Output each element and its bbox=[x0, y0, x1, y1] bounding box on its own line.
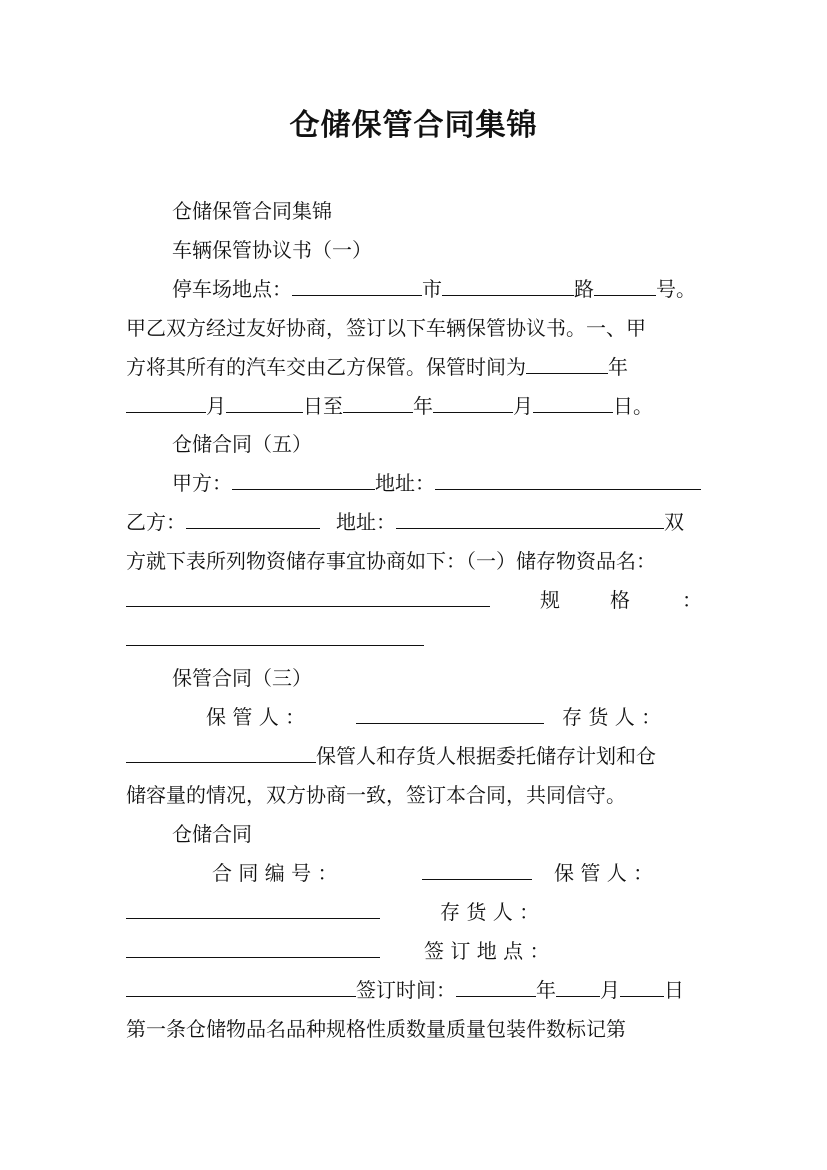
depositor4-char: 人 bbox=[492, 900, 513, 924]
contract-number-label bbox=[212, 854, 384, 892]
road-label: 路 bbox=[574, 277, 594, 301]
depositor4-char: 货 bbox=[466, 900, 487, 924]
place-char: ： bbox=[529, 939, 550, 963]
custody-period-line bbox=[126, 348, 704, 386]
gui-char: 规 bbox=[540, 588, 560, 612]
day-blank bbox=[226, 390, 303, 413]
custody-period-text: 方将其所有的汽车交由乙方保管。保管时间为 bbox=[126, 355, 526, 379]
intro-line bbox=[172, 192, 704, 230]
storage-capacity-line bbox=[126, 776, 704, 814]
month2-label: 月 bbox=[513, 394, 533, 418]
storage-plan-text: 保管人和存货人根据委托储存计划和仓 bbox=[316, 744, 656, 768]
spec-line bbox=[126, 581, 704, 619]
contract-no-char: 编 bbox=[264, 861, 285, 885]
section4-heading bbox=[172, 815, 704, 853]
keeper4-blank bbox=[126, 896, 380, 919]
storage-capacity-text: 储容量的情况，双方协商一致，签订本合同，共同信守。 bbox=[126, 783, 626, 807]
day2-blank bbox=[533, 390, 613, 413]
keeper4-char: 管 bbox=[580, 861, 601, 885]
keeper-char: 人 bbox=[258, 705, 279, 729]
number-blank bbox=[594, 273, 656, 296]
agreement-paragraph-line bbox=[126, 309, 704, 347]
contract-no-char: 同 bbox=[238, 861, 259, 885]
depositor-char: 存 bbox=[562, 705, 582, 729]
contract-number-line bbox=[212, 854, 704, 892]
storage-plan-line bbox=[126, 737, 704, 775]
depositor4-char: 存 bbox=[440, 900, 460, 924]
depositor4-label bbox=[440, 893, 690, 931]
keeper4-char: ： bbox=[633, 861, 654, 885]
place-char: 订 bbox=[450, 939, 471, 963]
depositor4-char: ： bbox=[519, 900, 540, 924]
keeper4-char: 人 bbox=[606, 861, 627, 885]
party-a-line bbox=[172, 464, 704, 502]
contract-no-char: ： bbox=[317, 861, 338, 885]
contract-no-char: 合 bbox=[212, 861, 232, 885]
depositor-char: ： bbox=[641, 705, 662, 729]
sign-year-blank bbox=[456, 974, 536, 997]
section3-heading-text: 保管合同（三） bbox=[172, 666, 312, 690]
intro-text: 仓储保管合同集锦 bbox=[172, 199, 332, 223]
keeper-label bbox=[206, 698, 328, 736]
depositor-blank bbox=[126, 740, 316, 763]
depositor-char: 货 bbox=[588, 705, 609, 729]
depositor-char: 人 bbox=[614, 705, 635, 729]
road-blank bbox=[442, 273, 574, 296]
keeper-char: 管 bbox=[232, 705, 253, 729]
party-b-line bbox=[126, 503, 704, 541]
sign-time-line bbox=[126, 971, 704, 1009]
section3-heading bbox=[172, 659, 704, 697]
goods-name-blank bbox=[126, 584, 490, 607]
day-end-label: 日。 bbox=[613, 394, 653, 418]
shuang-text: 双 bbox=[664, 510, 684, 534]
keeper-char: 保 bbox=[206, 705, 226, 729]
month-label: 月 bbox=[206, 394, 226, 418]
spec-colon: ： bbox=[682, 588, 702, 612]
party-b-blank bbox=[186, 506, 320, 529]
address-a-blank bbox=[435, 467, 701, 490]
party-a-label: 甲方： bbox=[172, 471, 232, 495]
ge-char: 格 bbox=[610, 588, 630, 612]
keeper-char: ： bbox=[285, 705, 306, 729]
sign-year-label: 年 bbox=[536, 978, 556, 1002]
month-blank bbox=[126, 390, 206, 413]
party-a-blank bbox=[232, 467, 375, 490]
day-to-label: 日至 bbox=[303, 394, 343, 418]
address-b-label: 地址： bbox=[336, 510, 396, 534]
contract-number-blank bbox=[422, 857, 532, 880]
city-label: 市 bbox=[422, 277, 442, 301]
sign-month-blank bbox=[556, 974, 600, 997]
depositor4-blank bbox=[126, 935, 380, 958]
place-char: 地 bbox=[476, 939, 497, 963]
sign-day-label: 日 bbox=[664, 978, 684, 1002]
article-one-text: 第一条仓储物品名品种规格性质数量质量包装件数标记第 bbox=[126, 1017, 626, 1041]
address-b-blank bbox=[396, 506, 664, 529]
sign-month-label: 月 bbox=[600, 978, 620, 1002]
year2-label: 年 bbox=[413, 394, 433, 418]
year-label: 年 bbox=[608, 355, 628, 379]
goods-name-text: 方就下表所列物资储存事宜协商如下：（一）储存物资品名： bbox=[126, 549, 656, 573]
address-a-label: 地址： bbox=[375, 471, 435, 495]
sign-place-blank bbox=[126, 974, 356, 997]
section2-heading bbox=[172, 425, 704, 463]
sign-place-label bbox=[424, 932, 690, 970]
place-char: 签 bbox=[424, 939, 444, 963]
keeper4-label bbox=[554, 854, 684, 892]
city-blank bbox=[292, 273, 422, 296]
party-b-label: 乙方： bbox=[126, 510, 186, 534]
sign-day-blank bbox=[620, 974, 664, 997]
depositor-label bbox=[562, 698, 682, 736]
parking-label: 停车场地点： bbox=[172, 277, 292, 301]
keeper-depositor-line bbox=[206, 698, 704, 736]
parking-location-line bbox=[172, 270, 704, 308]
agreement-text: 甲乙双方经过友好协商，签订以下车辆保管协议书。一、甲 bbox=[126, 316, 646, 340]
section4-heading-text: 仓储合同 bbox=[172, 822, 252, 846]
keeper-blank bbox=[356, 701, 544, 724]
date-range-line bbox=[126, 387, 704, 425]
spec-blank-line bbox=[126, 620, 704, 658]
contract-no-char: 号 bbox=[291, 861, 312, 885]
year2-blank bbox=[343, 390, 413, 413]
article-one-line bbox=[126, 1010, 704, 1048]
number-label: 号。 bbox=[656, 277, 696, 301]
month2-blank bbox=[433, 390, 513, 413]
document-title: 仓储保管合同集锦 bbox=[289, 108, 538, 143]
section2-heading-text: 仓储合同（五） bbox=[172, 432, 312, 456]
place-char: 点 bbox=[503, 939, 524, 963]
sign-place-line bbox=[126, 932, 704, 970]
section1-heading-text: 车辆保管协议书（一） bbox=[172, 238, 372, 262]
depositor4-line bbox=[126, 893, 704, 931]
section1-heading bbox=[172, 231, 704, 269]
keeper4-char: 保 bbox=[554, 861, 574, 885]
spec-blank bbox=[126, 623, 424, 646]
sign-time-label: 签订时间： bbox=[356, 978, 456, 1002]
goods-name-line bbox=[126, 542, 704, 580]
year-blank bbox=[526, 351, 608, 374]
